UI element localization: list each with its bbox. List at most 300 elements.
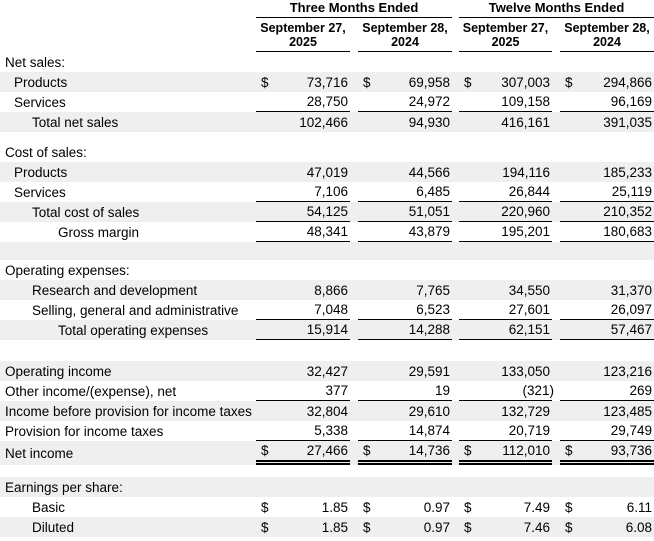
value-group <box>256 320 350 340</box>
dollar-sign: $ <box>261 519 269 535</box>
section-label-row <box>0 477 654 497</box>
row-label: Services <box>14 184 66 200</box>
value-cell: 62,151 <box>508 322 550 337</box>
value-group <box>358 222 452 242</box>
value-group <box>560 497 654 517</box>
column-gap <box>350 52 358 72</box>
column-header-q-2025 <box>256 19 350 52</box>
spacer-row <box>0 242 654 260</box>
value-cell: 24,972 <box>408 94 450 109</box>
header-gap <box>350 19 358 52</box>
column-gap <box>452 300 459 320</box>
column-gap <box>452 182 459 202</box>
table-row <box>0 320 654 340</box>
column-gap <box>452 280 459 300</box>
value-group <box>459 421 552 441</box>
column-gap <box>350 477 358 497</box>
row-label: Gross margin <box>58 224 140 240</box>
value-cell: 6.11 <box>626 499 652 515</box>
column-gap <box>452 72 459 92</box>
column-gap <box>452 222 459 242</box>
value-group <box>560 112 654 132</box>
value-group <box>459 381 552 401</box>
value-cell: 269 <box>629 383 652 398</box>
value-group <box>459 320 552 340</box>
value-group <box>358 381 452 401</box>
column-gap <box>350 142 358 162</box>
value-cell: 102,466 <box>299 114 348 130</box>
value-group <box>459 52 552 72</box>
column-gap <box>552 381 560 401</box>
row-label: Operating expenses: <box>5 262 130 278</box>
spacer-row <box>0 340 654 361</box>
value-group <box>358 260 452 280</box>
value-group <box>560 260 654 280</box>
value-cell: 220,960 <box>501 204 550 219</box>
value-group <box>560 162 654 182</box>
dollar-sign: $ <box>363 499 371 515</box>
value-group <box>358 112 452 132</box>
column-gap <box>552 92 560 112</box>
value-cell: 29,591 <box>408 363 450 379</box>
value-group <box>560 182 654 202</box>
column-gap <box>350 92 358 112</box>
period-header-three-months: Three Months Ended <box>256 0 452 18</box>
value-group <box>256 421 350 441</box>
value-cell: 6.08 <box>625 519 652 535</box>
value-group <box>459 112 552 132</box>
value-group <box>256 142 350 162</box>
value-group <box>459 182 552 202</box>
column-header-fy-2025 <box>459 19 552 52</box>
value-group <box>560 142 654 162</box>
column-gap <box>552 280 560 300</box>
value-group <box>560 441 654 465</box>
column-header-fy-2024 <box>560 19 654 52</box>
column-gap <box>350 280 358 300</box>
dollar-sign: $ <box>565 74 573 90</box>
dollar-sign: $ <box>261 499 269 515</box>
column-gap <box>552 361 560 381</box>
dollar-sign: $ <box>565 519 573 535</box>
column-gap <box>452 441 459 465</box>
value-group <box>560 202 654 222</box>
value-cell: 194,116 <box>502 164 550 180</box>
column-gap <box>350 421 358 441</box>
value-cell: 19 <box>434 383 450 398</box>
table-row <box>0 222 654 242</box>
table-row <box>0 497 654 517</box>
value-group <box>560 52 654 72</box>
value-group <box>560 72 654 92</box>
value-cell: 112,010 <box>502 443 550 458</box>
value-group <box>560 401 654 421</box>
value-group <box>256 381 350 401</box>
value-group <box>560 280 654 300</box>
value-group <box>256 202 350 222</box>
column-gap <box>452 202 459 222</box>
value-group <box>358 401 452 421</box>
column-gap <box>452 477 459 497</box>
column-gap <box>452 401 459 421</box>
dollar-sign: $ <box>261 74 269 90</box>
value-cell: 26,097 <box>610 302 652 317</box>
value-cell: 54,125 <box>306 204 348 219</box>
column-gap <box>452 381 459 401</box>
table-row <box>0 92 654 112</box>
dollar-sign: $ <box>363 519 371 535</box>
value-group <box>560 92 654 112</box>
value-cell: 20,719 <box>508 423 550 438</box>
value-group <box>256 401 350 421</box>
value-cell: 0.97 <box>423 519 450 535</box>
table-row <box>0 182 654 202</box>
value-group <box>256 162 350 182</box>
value-cell: 73,716 <box>306 74 348 90</box>
value-group <box>560 477 654 497</box>
row-label: Research and development <box>32 282 198 298</box>
dollar-sign: $ <box>464 443 472 458</box>
table-row <box>0 381 654 401</box>
value-group <box>358 497 452 517</box>
value-cell: 27,601 <box>508 302 550 317</box>
value-cell: 195,201 <box>501 224 550 239</box>
column-gap <box>350 112 358 132</box>
row-label: Total net sales <box>32 114 119 130</box>
column-gap <box>350 361 358 381</box>
dollar-sign: $ <box>565 443 573 458</box>
column-gap <box>552 112 560 132</box>
value-group <box>560 421 654 441</box>
value-cell: 294,866 <box>603 74 652 90</box>
value-group <box>256 72 350 92</box>
column-gap <box>350 202 358 222</box>
column-gap <box>452 517 459 537</box>
value-cell: 6,523 <box>416 302 450 317</box>
value-group <box>256 300 350 320</box>
column-gap <box>350 320 358 340</box>
table-row <box>0 441 654 465</box>
value-cell: 32,427 <box>306 363 348 379</box>
column-gap <box>552 222 560 242</box>
period-header-twelve-months: Twelve Months Ended <box>459 0 654 18</box>
column-header-line: September 28, <box>362 20 448 35</box>
column-gap <box>552 421 560 441</box>
value-group <box>256 92 350 112</box>
value-cell: 6,485 <box>416 184 450 199</box>
value-group <box>560 517 654 537</box>
row-label: Products <box>14 74 68 90</box>
dollar-sign: $ <box>363 74 371 90</box>
dollar-sign: $ <box>464 499 472 515</box>
table-header-periods <box>0 0 654 18</box>
value-group <box>560 361 654 381</box>
column-header-line: 2024 <box>593 34 621 49</box>
row-label: Selling, general and administrative <box>32 302 239 318</box>
column-header-line: 2025 <box>289 34 317 49</box>
value-group <box>459 361 552 381</box>
value-cell: 47,019 <box>306 164 348 180</box>
row-label: Provision for income taxes <box>5 423 164 439</box>
table-row <box>0 280 654 300</box>
value-group <box>358 441 452 465</box>
value-cell: 8,866 <box>314 282 348 298</box>
value-group <box>358 280 452 300</box>
value-group <box>358 52 452 72</box>
column-gap <box>350 381 358 401</box>
value-group <box>560 300 654 320</box>
value-cell: 14,874 <box>408 423 450 438</box>
value-cell: 26,844 <box>508 184 550 199</box>
value-cell: 180,683 <box>603 224 652 239</box>
column-header-line: September 27, <box>260 20 346 35</box>
value-cell: 69,958 <box>408 74 450 90</box>
value-group <box>256 52 350 72</box>
value-group <box>256 112 350 132</box>
value-cell: 123,216 <box>603 363 652 379</box>
value-group <box>560 320 654 340</box>
value-cell: 7.49 <box>523 499 550 515</box>
row-label: Operating income <box>5 363 112 379</box>
row-label: Total cost of sales <box>32 204 140 220</box>
value-cell: 15,914 <box>306 322 348 337</box>
value-cell: 34,550 <box>508 282 550 298</box>
row-label: Net income <box>5 445 74 461</box>
table-row <box>0 72 654 92</box>
value-group <box>358 142 452 162</box>
column-gap <box>452 162 459 182</box>
value-cell: 7,106 <box>314 184 348 199</box>
spacer-row <box>0 132 654 142</box>
value-cell: 29,749 <box>610 423 652 438</box>
table-row <box>0 300 654 320</box>
column-gap <box>350 182 358 202</box>
header-gap <box>552 19 560 52</box>
value-group <box>256 517 350 537</box>
value-cell: (321) <box>522 383 554 398</box>
value-group <box>256 280 350 300</box>
header-gap <box>452 0 459 18</box>
column-gap <box>552 260 560 280</box>
value-group <box>459 260 552 280</box>
table-row <box>0 517 654 537</box>
value-group <box>256 497 350 517</box>
column-header-q-2024 <box>358 19 452 52</box>
column-gap <box>552 182 560 202</box>
value-cell: 25,119 <box>611 184 652 199</box>
value-cell: 93,736 <box>610 443 652 458</box>
dollar-sign: $ <box>261 443 269 458</box>
value-cell: 43,879 <box>408 224 450 239</box>
row-label: Cost of sales: <box>5 144 87 160</box>
column-gap <box>452 52 459 72</box>
column-gap <box>452 361 459 381</box>
value-group <box>358 361 452 381</box>
value-group <box>459 517 552 537</box>
value-cell: 27,466 <box>306 443 348 458</box>
column-gap <box>452 260 459 280</box>
section-label-row <box>0 260 654 280</box>
value-cell: 57,467 <box>610 322 652 337</box>
value-cell: 7,765 <box>416 282 450 298</box>
column-gap <box>552 441 560 465</box>
dollar-sign: $ <box>464 519 472 535</box>
value-cell: 28,750 <box>306 94 348 109</box>
column-gap <box>350 497 358 517</box>
column-gap <box>552 300 560 320</box>
row-label: Basic <box>32 499 66 515</box>
column-gap <box>350 300 358 320</box>
table-row <box>0 401 654 421</box>
value-cell: 377 <box>325 383 348 398</box>
value-cell: 29,610 <box>408 403 450 419</box>
value-group <box>459 441 552 465</box>
column-gap <box>452 497 459 517</box>
value-cell: 31,370 <box>610 282 652 298</box>
column-header-line: 2025 <box>491 34 520 49</box>
value-group <box>459 72 552 92</box>
value-group <box>358 72 452 92</box>
column-gap <box>350 441 358 465</box>
column-gap <box>552 72 560 92</box>
value-group <box>560 222 654 242</box>
value-group <box>459 162 552 182</box>
value-group <box>459 477 552 497</box>
header-spacer-cell <box>0 0 256 18</box>
value-cell: 14,288 <box>408 322 450 337</box>
value-cell: 109,158 <box>501 94 550 109</box>
value-group <box>358 162 452 182</box>
value-group <box>358 477 452 497</box>
column-gap <box>552 320 560 340</box>
column-gap <box>452 320 459 340</box>
column-header-line: September 27, <box>462 20 549 35</box>
value-cell: 0.97 <box>423 499 450 515</box>
dollar-sign: $ <box>464 74 472 90</box>
value-group <box>459 92 552 112</box>
value-group <box>256 222 350 242</box>
value-group <box>560 381 654 401</box>
row-label: Products <box>14 164 68 180</box>
column-gap <box>552 202 560 222</box>
value-cell: 185,233 <box>603 164 652 180</box>
value-group <box>256 260 350 280</box>
value-cell: 210,352 <box>603 204 652 219</box>
value-group <box>459 222 552 242</box>
value-cell: 416,161 <box>501 114 550 130</box>
value-group <box>256 361 350 381</box>
value-group <box>358 182 452 202</box>
value-group <box>256 182 350 202</box>
column-gap <box>552 401 560 421</box>
value-cell: 7.46 <box>523 519 550 535</box>
column-gap <box>552 517 560 537</box>
column-gap <box>552 52 560 72</box>
table-row <box>0 162 654 182</box>
column-gap <box>452 92 459 112</box>
value-cell: 391,035 <box>603 114 652 130</box>
value-group <box>459 300 552 320</box>
value-group <box>459 142 552 162</box>
value-cell: 1.85 <box>321 499 348 515</box>
value-cell: 32,804 <box>306 403 348 419</box>
table-row <box>0 112 654 132</box>
value-cell: 123,485 <box>603 403 652 419</box>
value-group <box>459 202 552 222</box>
value-cell: 1.85 <box>321 519 348 535</box>
row-label: Earnings per share: <box>5 479 123 495</box>
row-label: Net sales: <box>5 54 66 70</box>
value-cell: 307,003 <box>501 74 550 90</box>
value-cell: 44,566 <box>408 164 450 180</box>
dollar-sign: $ <box>565 499 573 515</box>
section-label-row <box>0 52 654 72</box>
dollar-sign: $ <box>363 443 371 458</box>
value-group <box>358 517 452 537</box>
row-label: Total operating expenses <box>58 322 209 338</box>
column-header-line: 2024 <box>391 34 419 49</box>
table-row <box>0 202 654 222</box>
section-label-row <box>0 142 654 162</box>
column-gap <box>552 497 560 517</box>
column-gap <box>350 401 358 421</box>
column-gap <box>350 72 358 92</box>
column-gap <box>350 517 358 537</box>
header-spacer-cell <box>0 19 256 52</box>
value-group <box>459 497 552 517</box>
column-gap <box>452 142 459 162</box>
value-cell: 132,729 <box>501 403 550 419</box>
table-body <box>0 52 654 537</box>
value-group <box>358 320 452 340</box>
value-group <box>459 401 552 421</box>
value-cell: 14,736 <box>408 443 450 458</box>
row-label: Income before provision for income taxes <box>5 403 252 419</box>
table-header-dates <box>0 18 654 52</box>
value-cell: 5,338 <box>314 423 348 438</box>
value-group <box>358 202 452 222</box>
table-row <box>0 361 654 381</box>
row-label: Other income/(expense), net <box>5 383 177 399</box>
value-cell: 96,169 <box>610 94 652 109</box>
column-gap <box>452 112 459 132</box>
value-group <box>358 300 452 320</box>
value-group <box>459 280 552 300</box>
spacer-row <box>0 465 654 477</box>
column-gap <box>350 260 358 280</box>
value-cell: 51,051 <box>408 204 450 219</box>
value-group <box>358 421 452 441</box>
value-cell: 48,341 <box>306 224 348 239</box>
column-gap <box>552 142 560 162</box>
value-group <box>358 92 452 112</box>
value-cell: 94,930 <box>408 114 450 130</box>
row-label: Services <box>14 94 66 110</box>
column-gap <box>552 162 560 182</box>
table-row <box>0 421 654 441</box>
header-gap <box>452 19 459 52</box>
column-gap <box>350 222 358 242</box>
row-label: Diluted <box>32 519 75 535</box>
column-gap <box>350 162 358 182</box>
value-group <box>256 441 350 465</box>
column-gap <box>552 477 560 497</box>
column-header-line: September 28, <box>564 20 650 35</box>
value-group <box>256 477 350 497</box>
value-cell: 7,048 <box>314 302 348 317</box>
column-gap <box>452 421 459 441</box>
value-cell: 133,050 <box>501 363 550 379</box>
